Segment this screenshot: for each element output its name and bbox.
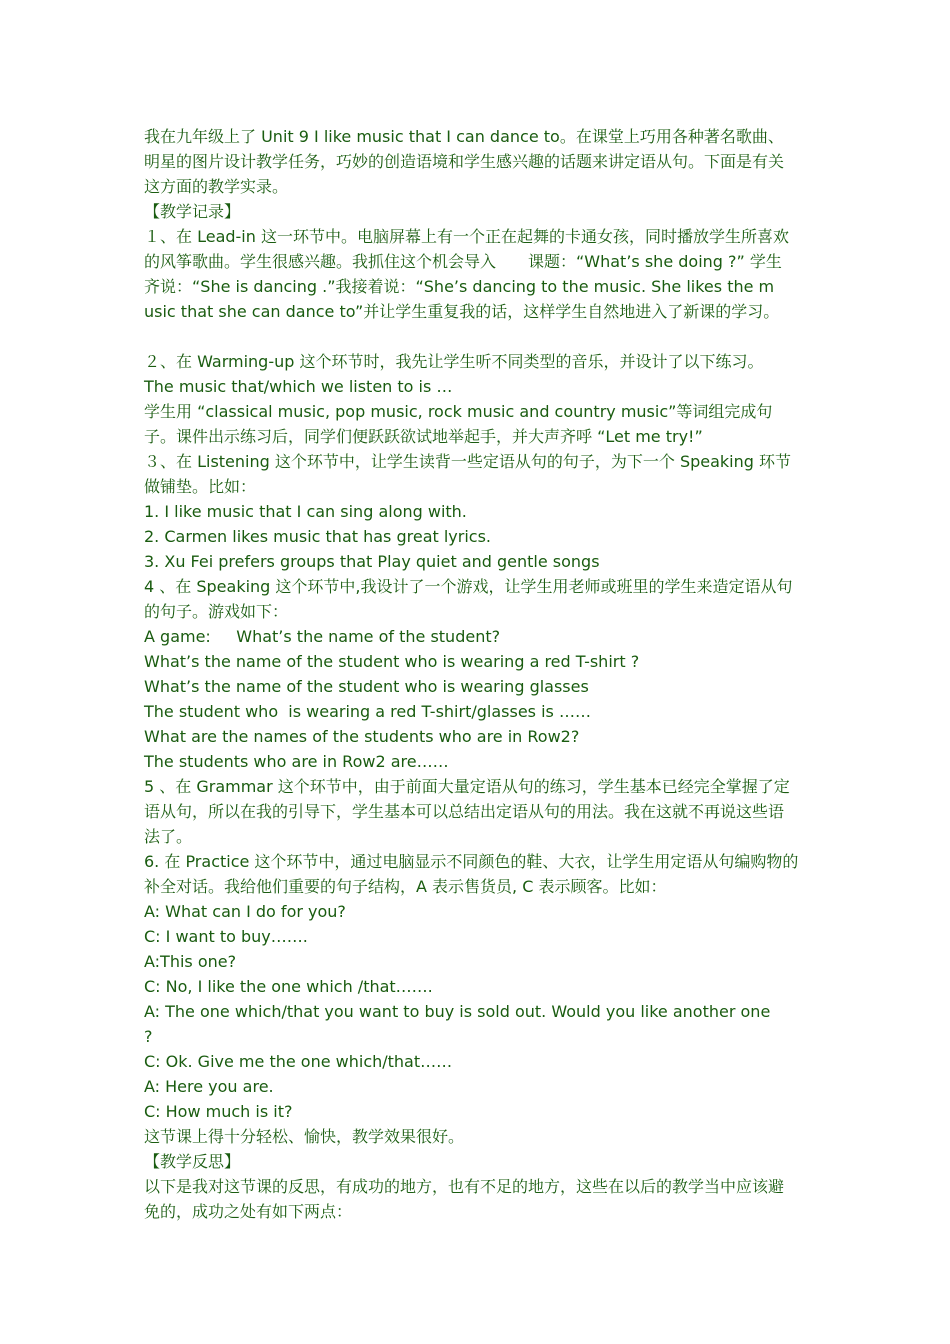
document-body [144, 124, 808, 1224]
dialogue-line: C: Ok. Give me the one which/that…… [144, 1052, 453, 1071]
example-sentence: The student who is wearing a red T-shirt/glasses is …… [144, 702, 591, 721]
paragraph-line: 这方面的教学实录。 [144, 177, 289, 196]
example-sentence: What are the names of the students who are in Row2? [144, 727, 580, 746]
example-sentence: A game: What’s the name of the student? [144, 627, 501, 646]
paragraph-line: The music that/which we listen to is … [144, 377, 453, 396]
paragraph-line: 语从句，所以在我的引导下，学生基本可以总结出定语从句的用法。我在这就不再说这些语 [144, 802, 785, 821]
paragraph-line: 法了。 [144, 827, 193, 846]
dialogue-line: A: The one which/that you want to buy is sold out. Would you like another one [144, 1002, 771, 1021]
example-sentence: What’s the name of the student who is wearing a red T-shirt ? [144, 652, 640, 671]
paragraph-line: ３、在 Listening 这个环节中，让学生读背一些定语从句的句子，为下一个 Speaking 环节 [144, 452, 792, 471]
paragraph-line: 免的，成功之处有如下两点： [144, 1202, 353, 1221]
paragraph-line: usic that she can dance to”并让学生重复我的话，这样学生自然地进入了新课的学习。 [144, 302, 780, 321]
section-heading: 【教学记录】 [144, 202, 241, 221]
paragraph-line: 我在九年级上了 Unit 9 I like music that I can dance to。在课堂上巧用各种著名歌曲、 [144, 127, 784, 146]
paragraph-line: 齐说：“She is dancing .”我接着说：“She’s dancing to the music. She likes the m [144, 277, 775, 296]
paragraph-line: 6. 在 Practice 这个环节中，通过电脑显示不同颜色的鞋、大衣，让学生用定语从句编购物的 [144, 852, 799, 871]
paragraph-line: 的风筝歌曲。学生很感兴趣。我抓住这个机会导入 课题：“What’s she doing ?” 学生 [144, 252, 782, 271]
paragraph-line: 5 、在 Grammar 这个环节中，由于前面大量定语从句的练习，学生基本已经完全掌握了定 [144, 777, 790, 796]
paragraph-line: 的句子。游戏如下： [144, 602, 289, 621]
blank-line [144, 324, 808, 349]
paragraph-line: 以下是我对这节课的反思，有成功的地方，也有不足的地方，这些在以后的教学当中应该避 [144, 1177, 785, 1196]
example-sentence: The students who are in Row2 are…… [144, 752, 449, 771]
dialogue-line: C: How much is it? [144, 1102, 293, 1121]
dialogue-line: A: What can I do for you? [144, 902, 346, 921]
section-heading: 【教学反思】 [144, 1152, 241, 1171]
paragraph-line: 学生用 “classical music, pop music, rock music and country music”等词组完成句 [144, 402, 773, 421]
dialogue-line: A: Here you are. [144, 1077, 274, 1096]
paragraph-line: 子。课件出示练习后，同学们便跃跃欲试地举起手，并大声齐呼 “Let me try!” [144, 427, 703, 446]
paragraph-line: 做铺垫。比如： [144, 477, 257, 496]
paragraph-line: 这节课上得十分轻松、愉快，教学效果很好。 [144, 1127, 465, 1146]
paragraph-line: ２、在 Warming-up 这个环节时，我先让学生听不同类型的音乐，并设计了以下练习。 [144, 352, 764, 371]
example-sentence: 2. Carmen likes music that has great lyrics. [144, 527, 492, 546]
paragraph-line: 补全对话。我给他们重要的句子结构，A 表示售货员, C 表示顾客。比如： [144, 877, 667, 896]
dialogue-line: A:This one? [144, 952, 237, 971]
dialogue-line: ? [144, 1027, 153, 1046]
dialogue-line: C: I want to buy……. [144, 927, 308, 946]
example-sentence: 1. I like music that I can sing along with. [144, 502, 467, 521]
dialogue-line: C: No, I like the one which /that……. [144, 977, 433, 996]
paragraph-line: 明星的图片设计教学任务，巧妙的创造语境和学生感兴趣的话题来讲定语从句。下面是有关 [144, 152, 785, 171]
example-sentence: What’s the name of the student who is wearing glasses [144, 677, 589, 696]
paragraph-line: 4 、在 Speaking 这个环节中,我设计了一个游戏，让学生用老师或班里的学生来造定语从句 [144, 577, 793, 596]
paragraph-line: １、在 Lead-in 这一环节中。电脑屏幕上有一个正在起舞的卡通女孩，同时播放学生所喜欢 [144, 227, 789, 246]
example-sentence: 3. Xu Fei prefers groups that Play quiet and gentle songs [144, 552, 600, 571]
